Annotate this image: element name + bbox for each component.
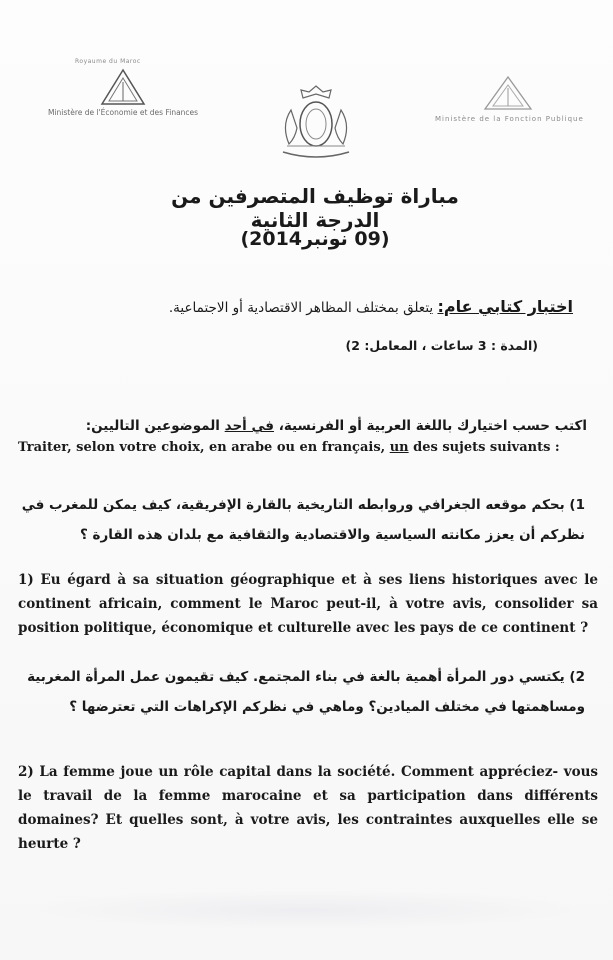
instructions-fr-part1: Traiter, selon votre choix, en arabe ou en français, xyxy=(18,440,390,455)
exam-duration: (المدة : 3 ساعات ، المعامل: 2) xyxy=(345,338,538,353)
page-title: مباراة توظيف المتصرفين من الدرجة الثانية xyxy=(171,184,459,232)
instructions-ar-underlined: في أحد xyxy=(224,418,274,434)
question-2-french: 2) La femme joue un rôle capital dans la société. Comment appréciez- vous le travail de la femme marocaine et sa participation dans différents domaines? Et quelles sont, à votre avis, les contraintes auxquelles elle se heurte ? xyxy=(18,764,598,852)
instructions-french xyxy=(18,440,598,455)
ministry-economy-logo xyxy=(30,52,205,132)
exam-type-label: اختبار كتابي عام: xyxy=(437,297,573,316)
question-2-arabic: 2) يكتسي دور المرأة أهمية بالغة في بناء المجتمع. كيف تقيمون عمل المرأة المغربية ومساهمتها في مختلف الميادين؟ وماهي في نظركم الإكراهات التي تعترضها ؟ xyxy=(27,669,585,715)
logo-tagline: Royaume du Maroc xyxy=(75,58,141,65)
logo-caption: Ministère de la Fonction Publique xyxy=(435,115,584,123)
exam-type-description: يتعلق بمختلف المظاهر الاقتصادية أو الاجتماعية. xyxy=(168,300,434,316)
question-1-french: 1) Eu égard à sa situation géographique et à ses liens historiques avec le continent africain, comment le Maroc peut-il, à votre avis, consolider sa position politique, économique et culturelle avec les pays de ce continent ? xyxy=(18,572,598,636)
ministry-logo-icon xyxy=(483,75,533,113)
scan-artifact xyxy=(20,890,590,930)
ministry-logo-icon xyxy=(100,68,146,108)
instructions-ar-part2: الموضوعين التاليين: xyxy=(85,418,225,434)
ministry-public-service-logo xyxy=(425,55,590,140)
instructions-fr-part2: des sujets suivants : xyxy=(408,440,560,455)
coat-of-arms-icon xyxy=(271,80,361,164)
instructions-ar-part1: اكتب حسب اختيارك باللغة العربية أو الفرنسية، xyxy=(274,418,587,434)
instructions-fr-underlined: un xyxy=(389,440,409,455)
exam-type-line xyxy=(53,297,573,316)
exam-date: (09 نونبر2014) xyxy=(240,228,390,250)
logo-caption: Ministère de l'Économie et des Finances xyxy=(48,108,199,117)
instructions-arabic xyxy=(27,418,587,434)
question-1-arabic: 1) بحكم موقعه الجغرافي وروابطه التاريخية بالقارة الإفريقية، كيف يمكن للمغرب في نظركم أن يعزز مكانته السياسية والاقتصادية والثقافية مع بلدان هذه القارة ؟ xyxy=(21,497,585,543)
